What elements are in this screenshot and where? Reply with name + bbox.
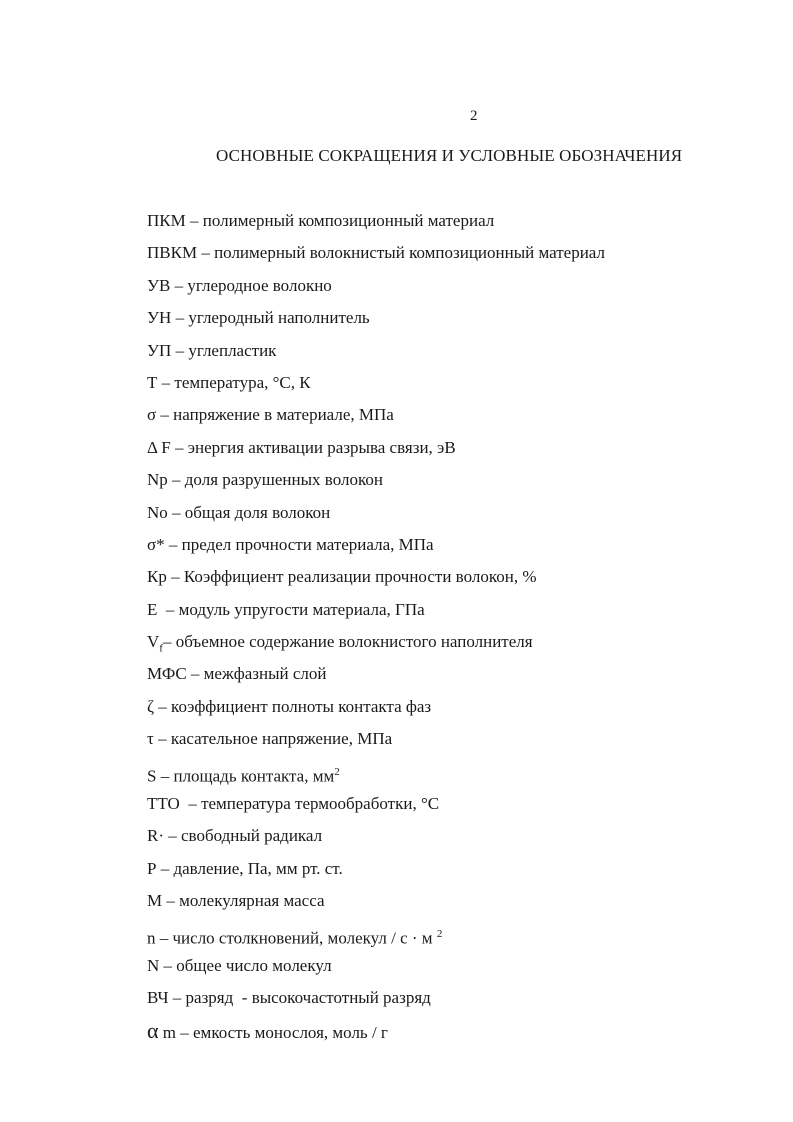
abbreviation-item (147, 305, 605, 337)
abbreviation-definition: углепластик (188, 340, 277, 360)
abbreviation-definition: углеродный наполнитель (188, 308, 370, 328)
abbreviation-definition: общая доля волокон (184, 502, 331, 522)
separator-dash: – (162, 632, 176, 652)
abbreviation-item (147, 1018, 605, 1050)
separator-dash: – (156, 766, 174, 786)
abbreviation-definition: углеродное волокно (187, 275, 332, 295)
abbreviation-item (147, 597, 605, 629)
abbreviation-item (147, 726, 605, 758)
abbreviation-term: Т (147, 372, 158, 392)
abbreviation-term: τ (147, 729, 154, 749)
abbreviation-item (147, 921, 605, 953)
separator-dash: – (164, 534, 182, 554)
abbreviation-term: Nр (147, 470, 168, 490)
abbreviation-definition: межфазный слой (203, 664, 327, 684)
separator-dash: – (185, 211, 203, 230)
abbreviation-item (147, 240, 605, 272)
abbreviation-item (147, 661, 605, 693)
abbreviation-item (147, 953, 605, 985)
abbreviation-term: УП (147, 340, 172, 360)
abbreviation-item (147, 532, 605, 564)
abbreviation-definition: полимерный волокнистый композиционный материал (214, 243, 605, 263)
abbreviation-definition: разряд - высокочастотный разряд (185, 988, 431, 1008)
separator-dash: – (197, 243, 215, 263)
abbreviation-definition: давление, Па, мм рт. ст. (173, 858, 343, 878)
separator-dash: – (154, 696, 172, 716)
abbreviation-item (147, 694, 605, 726)
abbreviation-term: ПКМ (147, 211, 186, 230)
abbreviation-definition: коэффициент полноты контакта фаз (171, 696, 432, 716)
abbreviation-term: n (147, 928, 156, 948)
separator-dash: – (164, 826, 181, 846)
separator-dash: – (156, 405, 174, 425)
separator-dash: – (159, 955, 177, 975)
separator-dash: – (171, 308, 189, 328)
abbreviation-term: МФС (147, 664, 187, 684)
abbreviation-term: S (147, 766, 157, 786)
abbreviation-term: Nо (147, 502, 168, 522)
abbreviation-definition: напряжение в материале, МПа (173, 405, 394, 425)
abbreviation-item (147, 338, 605, 370)
abbreviation-definition: Коэффициент реализации прочности волокон, % (183, 567, 537, 587)
abbreviation-item (147, 467, 605, 499)
abbreviation-term: ВЧ (147, 988, 169, 1008)
abbreviation-term: УН (147, 308, 172, 328)
abbreviation-term: Кр (147, 567, 167, 587)
separator-dash: – (155, 928, 173, 948)
abbreviation-definition: число столкновений, молекул / с · м (172, 928, 437, 948)
abbreviation-definition: площадь контакта, мм (173, 766, 335, 786)
abbreviation-definition: емкость монослоя, моль / г (193, 1022, 388, 1042)
abbreviation-item (147, 402, 605, 434)
separator-dash: – (179, 794, 202, 814)
abbreviation-term: V (147, 632, 160, 652)
separator-dash: – (157, 599, 179, 619)
abbreviation-definition: модуль упругости материала, ГПа (178, 599, 425, 619)
abbreviation-definition: энергия активации разрыва связи, эВ (187, 437, 456, 457)
abbreviation-item (147, 629, 605, 661)
abbreviation-item (147, 985, 605, 1017)
definition-superscript: 2 (436, 927, 443, 940)
abbreviation-item (147, 273, 605, 305)
abbreviation-item (147, 564, 605, 596)
abbreviation-term: М (147, 891, 163, 911)
abbreviation-term: Δ F (147, 437, 171, 457)
abbreviation-term: ПВКМ (147, 243, 198, 263)
abbreviation-definition: предел прочности материала, МПа (181, 534, 434, 554)
separator-dash: – (186, 664, 204, 684)
abbreviation-definition: молекулярная масса (179, 891, 325, 911)
abbreviation-definition: доля разрушенных волокон (184, 470, 383, 490)
page-number: 2 (470, 108, 478, 124)
definition-superscript: 2 (334, 765, 340, 778)
separator-dash: – (171, 340, 189, 360)
abbreviation-definition: свободный радикал (181, 826, 323, 846)
abbreviation-term: Е (147, 599, 158, 619)
separator-dash: – (170, 437, 188, 457)
abbreviation-definition: объемное содержание волокнистого наполнителя (175, 632, 533, 652)
separator-dash: – (168, 988, 186, 1008)
abbreviation-item (147, 888, 605, 920)
abbreviation-definition: температура, °С, К (174, 372, 311, 392)
separator-dash: – (166, 567, 184, 587)
abbreviation-item (147, 435, 605, 467)
abbreviation-item (147, 856, 605, 888)
separator-dash: – (170, 275, 188, 295)
abbreviation-term: σ* (147, 534, 165, 554)
abbreviation-term: Р (147, 858, 157, 878)
abbreviation-item (147, 823, 605, 855)
abbreviation-term: σ (147, 405, 157, 425)
abbreviation-term: УВ (147, 275, 171, 295)
separator-dash: – (156, 858, 174, 878)
separator-dash: – (157, 372, 175, 392)
separator-dash: m – (158, 1022, 194, 1042)
abbreviation-term: ТТО (147, 794, 180, 814)
page-title: ОСНОВНЫЕ СОКРАЩЕНИЯ И УСЛОВНЫЕ ОБОЗНАЧЕНИЯ (216, 146, 683, 165)
abbreviation-item (147, 500, 605, 532)
abbreviation-term: R· (147, 826, 164, 846)
separator-dash: – (167, 502, 185, 522)
abbreviation-term: ζ (147, 696, 155, 716)
abbreviation-definition: полимерный композиционный материал (202, 211, 495, 230)
abbreviation-item (147, 759, 605, 791)
abbreviation-item (147, 791, 605, 823)
term-subscript: f (159, 642, 163, 655)
abbreviation-term: N (147, 955, 160, 975)
abbreviation-definition: касательное напряжение, МПа (170, 729, 393, 749)
separator-dash: – (167, 470, 185, 490)
separator-dash: – (153, 729, 171, 749)
abbreviation-definition: общее число молекул (176, 955, 332, 975)
abbreviation-item (147, 208, 605, 240)
abbreviation-term: α (147, 1017, 159, 1043)
separator-dash: – (162, 891, 180, 911)
abbreviation-definition: температура термообработки, °С (201, 794, 440, 814)
abbreviation-item (147, 370, 605, 402)
abbreviation-list (147, 208, 605, 1050)
